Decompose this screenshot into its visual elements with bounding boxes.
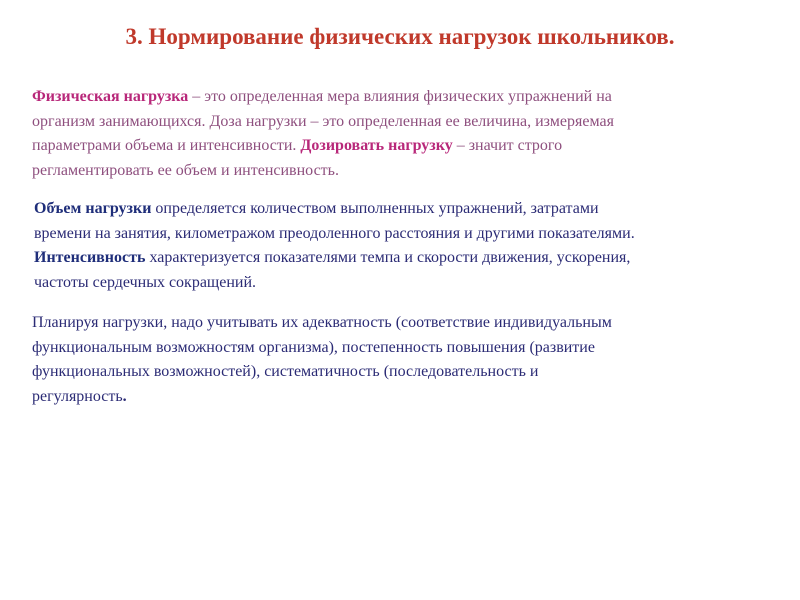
paragraph-volume-intensity (34, 197, 790, 295)
text-line (32, 85, 777, 110)
text-line: Планируя нагрузки, надо учитывать их адекватность (соответствие индивидуальным (32, 314, 612, 331)
text-line (34, 246, 790, 271)
text-line (32, 134, 777, 159)
term-intensity: Интенсивность (34, 249, 146, 266)
text-line: регламентировать ее объем и интенсивность. (32, 161, 339, 179)
paragraph-physical-load (32, 85, 777, 183)
paragraph-planning (32, 311, 772, 409)
text-line: организм занимающихся. Доза нагрузки – это определенная ее величина, измеряемая (32, 112, 614, 130)
term-dose-load: Дозировать нагрузку (300, 137, 453, 154)
text-line: функциональным возможностям организма), постепенность повышения (развитие (32, 338, 595, 356)
text-line (34, 197, 790, 222)
text-fragment: определяется количеством выполненных упражнений, затратами (151, 200, 599, 217)
text-fragment: параметрами объема и интенсивности. (32, 137, 301, 154)
slide-title: 3. Нормирование физических нагрузок школьников. (125, 24, 675, 49)
text-line: времени на занятия, километражом преодоленного расстояния и другими показателями. (34, 224, 635, 242)
final-period: . (122, 387, 127, 405)
text-fragment: характеризуется показателями темпа и скорости движения, ускорения, (145, 249, 631, 266)
term-load-volume: Объем нагрузки (34, 200, 152, 217)
text-line: функциональных возможностей), систематичность (последовательность и (32, 363, 539, 380)
text-line (32, 385, 772, 410)
text-line: частоты сердечных сокращений. (34, 273, 257, 291)
text-fragment: – значит строго (452, 137, 563, 154)
text-fragment: регулярность (32, 387, 123, 405)
term-physical-load: Физическая нагрузка (32, 88, 189, 105)
text-fragment: – это определенная мера влияния физических упражнений на (188, 88, 612, 105)
